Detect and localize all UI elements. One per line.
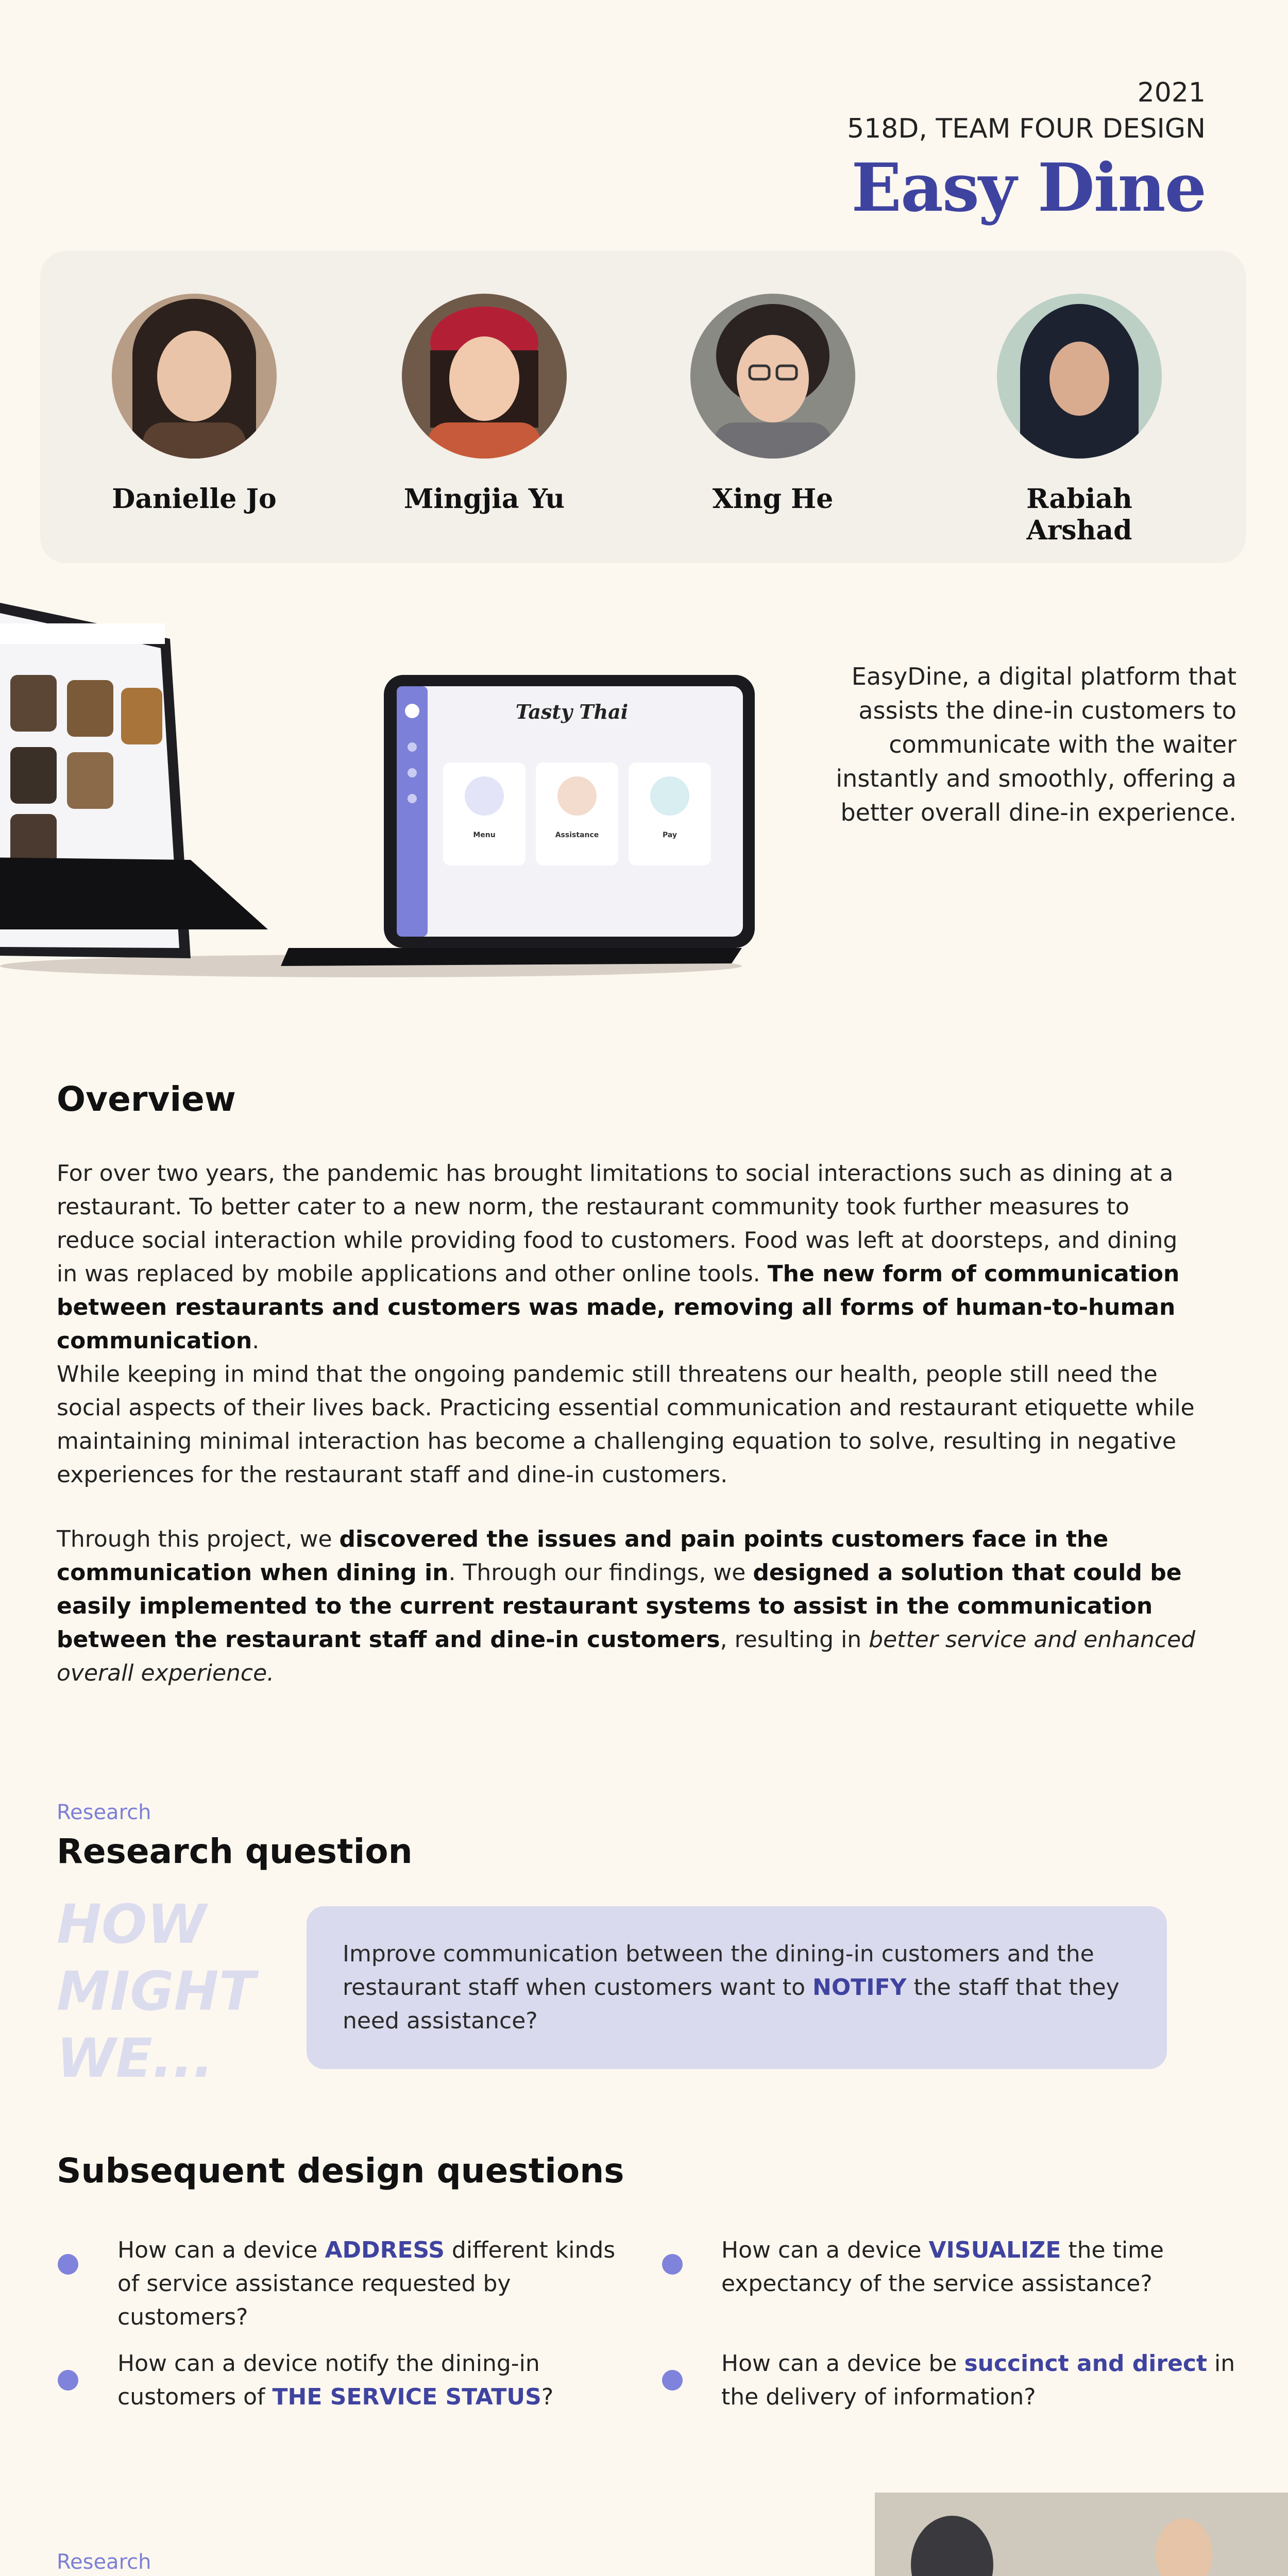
team-label: 518D, TEAM FOUR DESIGN: [847, 113, 1206, 144]
brand-title: Easy Dine: [851, 149, 1206, 227]
member-name: Xing He: [712, 483, 834, 515]
team-member: [971, 294, 1188, 546]
avatar: [402, 294, 567, 459]
hmw-label: HOW MIGHT WE...: [57, 1893, 256, 2090]
design-questions-heading: Subsequent design questions: [57, 2151, 624, 2191]
bullet-dot: [58, 2254, 78, 2275]
mockup-card-assistance: Assistance: [555, 831, 599, 839]
research-question-heading: Research question: [57, 1832, 413, 1871]
member-name: Rabiah Arshad: [1026, 483, 1132, 546]
overview-paragraph-2: While keeping in mind that the ongoing pandemic still threatens our health, people still need the social aspects of their lives back. Practicing essential communication and restaurant etiquette while maintaining minimal interaction has become a challenging equation to solve, resulting in negative experiences for the restaurant staff and dine-in customers.: [57, 1361, 1195, 1488]
member-name: Danielle Jo: [112, 483, 277, 515]
mockup-card-pay: Pay: [662, 831, 677, 839]
project-year: 2021: [1137, 77, 1206, 108]
overview-heading: Overview: [57, 1079, 236, 1119]
bullet-dot: [662, 2370, 683, 2391]
avatar: [112, 294, 277, 459]
avatar: [690, 294, 855, 459]
mockup-title: Tasty Thai: [515, 700, 629, 723]
design-question: How can a device be succinct and direct in the delivery of information?: [721, 2350, 1235, 2410]
team-member: [665, 294, 881, 515]
team-member: [376, 294, 592, 515]
member-name: Mingjia Yu: [403, 483, 565, 515]
avatar: [997, 294, 1162, 459]
design-question: How can a device ADDRESS different kinds of service assistance requested by customers?: [117, 2237, 616, 2330]
mockup-card-menu: Menu: [473, 831, 496, 839]
methods-eyebrow: Research: [57, 2550, 151, 2574]
device-mockup: [0, 592, 773, 989]
design-question: How can a device VISUALIZE the time expectancy of the service assistance?: [721, 2237, 1164, 2297]
research-question-box: Improve communication between the dining-in customers and the restaurant staff when customers want to NOTIFY the staff that they need assistance?: [307, 1906, 1167, 2069]
overview-paragraph-3: Through this project, we discovered the issues and pain points customers face in the communication when dining in. Through our findings, we designed a solution that could be easily implemented to the current restaurant systems to assist in the communication between the restaurant staff and dine-in customers, resulting in better service and enhanced overall experience.: [57, 1526, 1196, 1686]
bullet-dot: [58, 2370, 78, 2391]
design-question: How can a device notify the dining-in customers of THE SERVICE STATUS?: [117, 2350, 554, 2410]
research-photo: [875, 2493, 1288, 2576]
overview-paragraph-1: For over two years, the pandemic has brought limitations to social interactions such as dining at a restaurant. To better cater to a new norm, the restaurant community took further measures to reduce social interaction while providing food to customers. Food was left at doorsteps, and dining in was replaced by mobile applications and other online tools. The new form of communication between restaurants and customers was made, removing all forms of human-to-human communication.: [57, 1160, 1180, 1354]
team-member: [86, 294, 302, 515]
research-eyebrow: Research: [57, 1801, 151, 1824]
hero-description: EasyDine, a digital platform that assists the dine-in customers to communicate with the waiter instantly and smoothly, offering a better overall dine-in experience.: [836, 663, 1236, 826]
bullet-dot: [662, 2254, 683, 2275]
